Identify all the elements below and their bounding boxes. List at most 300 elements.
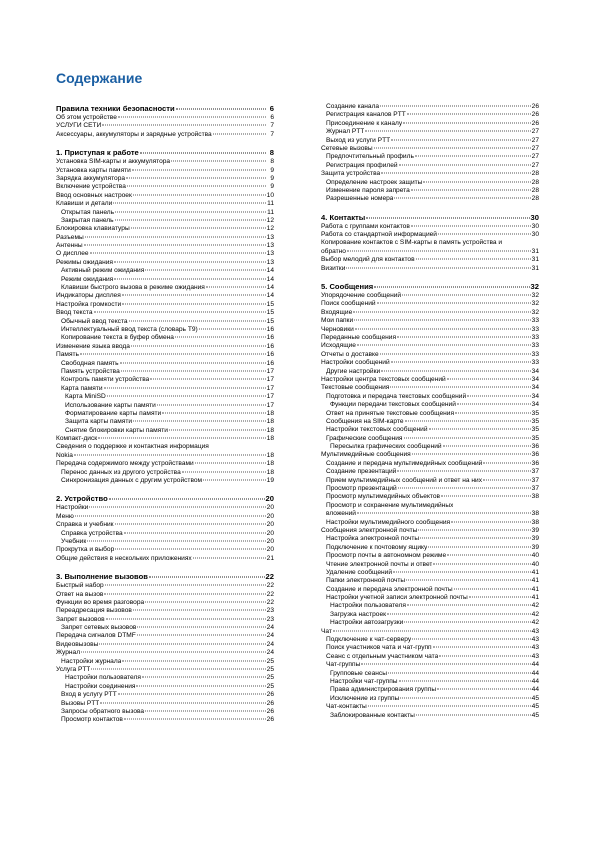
toc-leader-dots xyxy=(390,387,530,388)
toc-entry[interactable] xyxy=(56,521,274,529)
toc-page-number: 26 xyxy=(531,111,539,119)
toc-entry-label: Подготовка и передача текстовых сообщений xyxy=(326,392,467,400)
toc-entry-label: Разъемы xyxy=(56,233,84,241)
toc-leader-dots xyxy=(353,311,530,312)
toc-leader-dots xyxy=(121,370,266,371)
toc-entry-label: Загрузка настроек xyxy=(330,610,387,618)
toc-entry[interactable] xyxy=(321,410,539,418)
toc-page-number: 27 xyxy=(531,144,539,152)
toc-entry-label: Поиск участников чата и чат-групп xyxy=(326,644,432,652)
toc-entry[interactable] xyxy=(321,317,539,325)
toc-entry-label: Услуга PTT xyxy=(56,666,91,674)
toc-entry[interactable] xyxy=(56,122,274,130)
toc-entry[interactable] xyxy=(56,674,274,682)
toc-entry[interactable] xyxy=(56,691,274,699)
toc-page-number: 21 xyxy=(266,554,274,562)
toc-entry-label: Вызовы PTT xyxy=(61,699,100,707)
toc-entry[interactable] xyxy=(56,334,274,342)
toc-entry[interactable] xyxy=(321,552,539,560)
toc-entry[interactable] xyxy=(321,611,539,619)
toc-entry[interactable] xyxy=(321,451,539,459)
toc-page-number: 37 xyxy=(531,468,539,476)
toc-entry-label: Защита устройства xyxy=(321,170,381,178)
toc-entry[interactable] xyxy=(321,460,539,468)
toc-entry-label: Настройки соединения xyxy=(65,682,136,690)
toc-page-number: 16 xyxy=(266,342,274,350)
toc-page-number: 16 xyxy=(266,359,274,367)
toc-entry-label: Просмотр и сохранение мультимедийных xyxy=(326,501,454,509)
toc-entry[interactable] xyxy=(321,435,539,443)
toc-page-number: 9 xyxy=(270,183,274,191)
toc-entry[interactable] xyxy=(321,561,539,569)
toc-entry[interactable] xyxy=(321,569,539,577)
toc-entry-label: Создание презентаций xyxy=(326,468,397,476)
toc-page-number: 22 xyxy=(266,590,274,598)
toc-leader-dots xyxy=(346,267,530,268)
toc-leader-dots xyxy=(157,404,266,405)
toc-entry[interactable] xyxy=(56,624,274,632)
toc-entry[interactable] xyxy=(321,636,539,644)
toc-entry[interactable] xyxy=(321,426,539,434)
toc-entry[interactable] xyxy=(56,513,274,521)
toc-entry-label: Разрешенные номера xyxy=(326,195,394,203)
toc-page-number: 17 xyxy=(266,384,274,392)
toc-entry[interactable] xyxy=(321,128,539,136)
toc-page-number: 42 xyxy=(531,619,539,627)
toc-entry[interactable] xyxy=(321,137,539,145)
toc-entry-label: Настройки учетной записи электронной почты xyxy=(326,594,468,602)
toc-entry-label: Переадресация вызовов xyxy=(56,607,132,615)
toc-leader-dots xyxy=(416,259,531,260)
toc-page-number: 25 xyxy=(266,666,274,674)
toc-entry[interactable] xyxy=(321,594,539,602)
toc-leader-dots xyxy=(365,131,530,132)
toc-entry[interactable] xyxy=(321,619,539,627)
toc-entry-label: Заблокированные контакты xyxy=(330,711,415,719)
toc-entry[interactable] xyxy=(321,359,539,367)
toc-entry-label: вложений xyxy=(326,510,356,518)
toc-page-number: 26 xyxy=(266,691,274,699)
toc-entry[interactable] xyxy=(56,469,274,477)
toc-page-number: 44 xyxy=(531,686,539,694)
toc-entry-label: Прием мультимедийных сообщений и ответ на них xyxy=(326,476,483,484)
toc-entry[interactable] xyxy=(321,179,539,187)
toc-page-number: 36 xyxy=(531,451,539,459)
toc-entry[interactable] xyxy=(56,546,274,554)
toc-leader-dots xyxy=(455,412,531,413)
toc-entry[interactable] xyxy=(56,538,274,546)
toc-entry[interactable] xyxy=(321,334,539,342)
toc-entry[interactable] xyxy=(321,292,539,300)
toc-entry-label: Справка устройства xyxy=(61,529,123,537)
toc-leader-dots xyxy=(169,429,266,430)
toc-page-number: 41 xyxy=(531,594,539,602)
toc-entry[interactable] xyxy=(56,477,274,485)
toc-entry[interactable] xyxy=(321,231,539,239)
toc-entry[interactable] xyxy=(321,111,539,119)
toc-leader-dots xyxy=(412,454,531,455)
toc-entry[interactable] xyxy=(56,427,274,435)
toc-entry[interactable] xyxy=(321,510,539,518)
toc-page-number: 43 xyxy=(531,636,539,644)
toc-entry[interactable] xyxy=(321,493,539,501)
toc-entry[interactable] xyxy=(56,393,274,401)
toc-entry[interactable] xyxy=(56,410,274,418)
toc-entry[interactable] xyxy=(321,577,539,585)
toc-entry[interactable] xyxy=(321,265,539,273)
toc-leader-dots xyxy=(142,677,266,678)
toc-page-number: 41 xyxy=(531,568,539,576)
toc-section-heading[interactable] xyxy=(56,147,274,158)
toc-entry[interactable] xyxy=(56,192,274,200)
toc-section-heading[interactable] xyxy=(56,103,274,114)
toc-entry[interactable] xyxy=(56,175,274,183)
toc-entry[interactable] xyxy=(56,209,274,217)
toc-leader-dots xyxy=(483,462,530,463)
toc-entry[interactable] xyxy=(56,376,274,384)
toc-page-number: 20 xyxy=(266,529,274,537)
toc-leader-dots xyxy=(105,585,266,586)
toc-entry[interactable] xyxy=(56,318,274,326)
toc-entry[interactable] xyxy=(321,535,539,543)
toc-entry[interactable] xyxy=(56,326,274,334)
toc-leader-dots xyxy=(354,320,531,321)
toc-entry-label: Правила техники безопасности xyxy=(56,104,175,113)
toc-entry-label: Закрытая панель xyxy=(61,216,114,224)
toc-right-column xyxy=(321,103,539,720)
toc-leader-dots xyxy=(118,694,266,695)
toc-entry[interactable] xyxy=(321,103,539,111)
toc-leader-dots xyxy=(483,479,531,480)
toc-entry[interactable] xyxy=(321,309,539,317)
toc-entry[interactable] xyxy=(321,300,539,308)
toc-leader-dots xyxy=(404,437,531,438)
toc-leader-dots xyxy=(441,496,531,497)
toc-entry[interactable] xyxy=(321,602,539,610)
toc-page-number: 16 xyxy=(266,351,274,359)
toc-entry-label: Блокировка клавиатуры xyxy=(56,225,130,233)
toc-entry-label: Журнал xyxy=(56,649,81,657)
toc-entry[interactable] xyxy=(56,716,274,724)
toc-page-number: 26 xyxy=(531,119,539,127)
toc-page-number: 33 xyxy=(531,317,539,325)
toc-entry-label: Предпочтительный профиль xyxy=(326,153,414,161)
toc-entry[interactable] xyxy=(56,131,274,139)
toc-leader-dots xyxy=(407,605,531,606)
toc-page-number: 20 xyxy=(265,494,274,504)
toc-entry[interactable] xyxy=(321,712,539,720)
toc-page-number: 32 xyxy=(531,300,539,308)
toc-entry-label: Запрет вызовов xyxy=(56,615,105,623)
toc-leader-dots xyxy=(113,203,266,204)
toc-entry-label: Вход в услугу PTT xyxy=(61,691,117,699)
toc-entry[interactable] xyxy=(56,309,274,317)
toc-entry[interactable] xyxy=(56,683,274,691)
toc-entry[interactable] xyxy=(56,114,274,122)
toc-entry[interactable] xyxy=(56,649,274,657)
toc-entry[interactable] xyxy=(321,644,539,652)
toc-leader-dots xyxy=(406,580,530,581)
toc-page-number: 26 xyxy=(266,716,274,724)
toc-entry[interactable] xyxy=(321,695,539,703)
toc-entry-label: 2. Устройство xyxy=(56,494,108,504)
toc-entry-label: Прокрутка и выбор xyxy=(56,546,115,554)
toc-entry[interactable] xyxy=(56,267,274,275)
toc-leader-dots xyxy=(380,106,531,107)
toc-leader-dots xyxy=(131,228,266,229)
toc-entry[interactable] xyxy=(56,599,274,607)
toc-entry[interactable] xyxy=(56,292,274,300)
toc-entry-label: Видеовызовы xyxy=(56,640,99,648)
toc-entry-label: Учебник xyxy=(61,537,87,545)
toc-entry[interactable] xyxy=(56,530,274,538)
toc-page-number: 40 xyxy=(531,552,539,560)
toc-entry[interactable] xyxy=(321,326,539,334)
toc-entry[interactable] xyxy=(321,485,539,493)
toc-section-heading[interactable] xyxy=(321,281,539,292)
toc-entry[interactable] xyxy=(56,504,274,512)
toc-leader-dots xyxy=(355,328,531,329)
toc-leader-dots xyxy=(122,660,265,661)
toc-entry-label: Режим ожидания xyxy=(61,275,114,283)
toc-entry[interactable] xyxy=(321,187,539,195)
toc-page-number: 6 xyxy=(270,114,274,121)
toc-page-number: 41 xyxy=(531,585,539,593)
toc-entry[interactable] xyxy=(321,162,539,170)
toc-page-number: 40 xyxy=(531,560,539,568)
toc-entry[interactable] xyxy=(321,686,539,694)
toc-entry[interactable] xyxy=(321,223,539,231)
toc-entry[interactable] xyxy=(56,360,274,368)
toc-entry-label: Настройки сообщений xyxy=(321,359,390,367)
toc-entry-label: Зарядка аккумулятора xyxy=(56,174,126,182)
toc-entry-label: Настройки текстовых сообщений xyxy=(326,426,428,434)
toc-entry[interactable] xyxy=(56,276,274,284)
toc-page-number: 36 xyxy=(531,459,539,467)
toc-page-number: 30 xyxy=(531,222,539,230)
toc-entry[interactable] xyxy=(56,658,274,666)
toc-entry[interactable] xyxy=(321,342,539,350)
toc-entry[interactable] xyxy=(321,239,539,247)
toc-entry[interactable] xyxy=(321,145,539,153)
toc-entry[interactable] xyxy=(56,234,274,242)
toc-entry-label: Права администрирования группы xyxy=(330,686,437,694)
toc-entry-label: Интеллектуальный ввод текста (словарь T9) xyxy=(61,325,198,333)
toc-entry[interactable] xyxy=(56,259,274,267)
toc-entry-label: Снятие блокировки карты памяти xyxy=(65,426,168,434)
toc-page-number: 24 xyxy=(266,632,274,640)
toc-entry[interactable] xyxy=(56,591,274,599)
toc-leader-dots xyxy=(428,546,530,547)
toc-entry[interactable] xyxy=(321,544,539,552)
page-title: Содержание xyxy=(56,70,143,86)
toc-entry-label: Создание канала xyxy=(326,103,380,110)
toc-entry-label: Настройки пользователя xyxy=(330,602,406,610)
toc-leader-dots xyxy=(366,217,529,218)
toc-page-number: 34 xyxy=(531,392,539,400)
toc-entry[interactable] xyxy=(56,435,274,443)
toc-page-number: 17 xyxy=(266,367,274,375)
toc-entry[interactable] xyxy=(321,661,539,669)
toc-entry[interactable] xyxy=(56,582,274,590)
toc-leader-dots xyxy=(171,161,266,162)
toc-entry[interactable] xyxy=(56,225,274,233)
toc-entry-label: Работа с группами контактов xyxy=(321,222,410,230)
toc-leader-dots xyxy=(145,270,265,271)
toc-entry[interactable] xyxy=(321,527,539,535)
toc-entry[interactable] xyxy=(56,183,274,191)
toc-leader-dots xyxy=(104,593,265,594)
toc-leader-dots xyxy=(145,711,266,712)
toc-entry[interactable] xyxy=(321,368,539,376)
toc-entry-label: Визитки xyxy=(321,264,346,272)
toc-entry[interactable] xyxy=(321,393,539,401)
toc-entry[interactable] xyxy=(56,343,274,351)
toc-leader-dots xyxy=(195,463,266,464)
toc-leader-dots xyxy=(213,133,266,134)
toc-leader-dots xyxy=(437,689,531,690)
toc-entry-label: Подключение к почтовому ящику xyxy=(326,543,428,551)
toc-leader-dots xyxy=(388,672,531,673)
toc-entry[interactable] xyxy=(56,284,274,292)
toc-entry[interactable] xyxy=(321,384,539,392)
toc-entry-label: Индикаторы дисплея xyxy=(56,292,121,300)
toc-page-number: 20 xyxy=(266,504,274,512)
toc-entry[interactable] xyxy=(56,158,274,166)
toc-entry[interactable] xyxy=(56,632,274,640)
toc-page-number: 27 xyxy=(531,153,539,161)
toc-entry-label: Исключение из группы xyxy=(330,694,400,702)
toc-section-heading[interactable] xyxy=(56,571,274,582)
toc-entry-label: Клавиши быстрого вызова в режиме ожидания xyxy=(61,284,205,292)
toc-section-heading[interactable] xyxy=(56,493,274,504)
toc-page-number: 27 xyxy=(531,128,539,136)
toc-entry[interactable] xyxy=(56,402,274,410)
toc-entry[interactable] xyxy=(56,452,274,460)
toc-entry[interactable] xyxy=(56,607,274,615)
toc-leader-dots xyxy=(398,488,531,489)
toc-entry[interactable] xyxy=(56,250,274,258)
toc-entry[interactable] xyxy=(56,443,274,451)
toc-entry[interactable] xyxy=(56,708,274,716)
toc-entry-label: Передача содержимого между устройствами xyxy=(56,460,194,468)
toc-entry[interactable] xyxy=(321,670,539,678)
toc-entry[interactable] xyxy=(321,153,539,161)
toc-entry[interactable] xyxy=(56,555,274,563)
toc-entry[interactable] xyxy=(56,460,274,468)
toc-entry[interactable] xyxy=(321,468,539,476)
toc-entry[interactable] xyxy=(321,195,539,203)
toc-leader-dots xyxy=(122,295,266,296)
toc-page-number: 13 xyxy=(266,233,274,241)
toc-page-number: 18 xyxy=(266,418,274,426)
toc-entry-label: Настройка громкости xyxy=(56,300,122,308)
toc-entry[interactable] xyxy=(321,678,539,686)
toc-entry-label: Мои папки xyxy=(321,317,354,325)
toc-entry[interactable] xyxy=(56,217,274,225)
toc-entry[interactable] xyxy=(56,666,274,674)
toc-entry[interactable] xyxy=(321,628,539,636)
toc-entry-label: Открытая панель xyxy=(61,208,115,216)
toc-leader-dots xyxy=(90,253,266,254)
toc-leader-dots xyxy=(467,395,531,396)
toc-entry[interactable] xyxy=(56,616,274,624)
toc-entry[interactable] xyxy=(56,200,274,208)
toc-entry[interactable] xyxy=(56,385,274,393)
toc-page-number: 25 xyxy=(266,682,274,690)
toc-page-number: 34 xyxy=(531,384,539,392)
toc-page-number: 37 xyxy=(531,485,539,493)
toc-entry-label: Активный режим ожидания xyxy=(61,267,145,275)
toc-entry[interactable] xyxy=(56,301,274,309)
toc-page-number: 28 xyxy=(531,195,539,203)
toc-leader-dots xyxy=(405,420,531,421)
toc-page-number: 22 xyxy=(266,598,274,606)
toc-entry-label: Использование карты памяти xyxy=(65,401,156,409)
toc-entry-label: Изменение языка ввода xyxy=(56,342,130,350)
toc-page-number: 34 xyxy=(531,401,539,409)
toc-leader-dots xyxy=(104,387,266,388)
toc-entry-label: Папки электронной почты xyxy=(326,577,406,585)
toc-entry[interactable] xyxy=(321,256,539,264)
toc-entry[interactable] xyxy=(56,418,274,426)
toc-entry[interactable] xyxy=(321,418,539,426)
toc-entry[interactable] xyxy=(56,700,274,708)
toc-page-number: 7 xyxy=(270,122,274,130)
toc-section-heading[interactable] xyxy=(321,212,539,223)
toc-entry-label: Установка SIM-карты и аккумулятора xyxy=(56,158,171,166)
toc-page-number: 45 xyxy=(531,711,539,719)
toc-page-number: 35 xyxy=(531,417,539,425)
toc-page-number: 34 xyxy=(531,375,539,383)
toc-entry[interactable] xyxy=(321,586,539,594)
toc-entry[interactable] xyxy=(321,248,539,256)
toc-entry-label: Изменение пароля запрета xyxy=(326,186,410,194)
toc-entry[interactable] xyxy=(321,519,539,527)
toc-entry[interactable] xyxy=(321,376,539,384)
toc-page-number: 34 xyxy=(531,367,539,375)
toc-entry[interactable] xyxy=(321,351,539,359)
toc-entry[interactable] xyxy=(321,477,539,485)
toc-entry[interactable] xyxy=(56,167,274,175)
toc-entry-label: Ввод текста xyxy=(56,309,93,317)
toc-page-number: 39 xyxy=(531,526,539,534)
toc-entry[interactable] xyxy=(321,120,539,128)
toc-entry[interactable] xyxy=(321,502,539,510)
toc-page-number: 15 xyxy=(266,300,274,308)
toc-leader-dots xyxy=(129,320,266,321)
toc-leader-dots xyxy=(447,555,531,556)
toc-entry[interactable] xyxy=(56,368,274,376)
toc-entry[interactable] xyxy=(56,242,274,250)
toc-entry[interactable] xyxy=(321,443,539,451)
toc-entry-label: Графические сообщения xyxy=(326,434,403,442)
toc-entry[interactable] xyxy=(321,653,539,661)
toc-entry-label: Карта памяти xyxy=(61,384,103,392)
toc-entry-label: Отчеты о доставке xyxy=(321,350,379,358)
toc-entry-label: Удаление сообщений xyxy=(326,568,393,576)
toc-entry[interactable] xyxy=(321,401,539,409)
toc-entry[interactable] xyxy=(321,703,539,711)
toc-entry[interactable] xyxy=(56,351,274,359)
toc-page-number: 16 xyxy=(266,334,274,342)
toc-entry-label: Функции во время разговора xyxy=(56,598,145,606)
toc-leader-dots xyxy=(411,189,531,190)
toc-page-number: 41 xyxy=(531,577,539,585)
toc-entry[interactable] xyxy=(56,641,274,649)
toc-leader-dots xyxy=(433,563,530,564)
toc-entry[interactable] xyxy=(321,170,539,178)
